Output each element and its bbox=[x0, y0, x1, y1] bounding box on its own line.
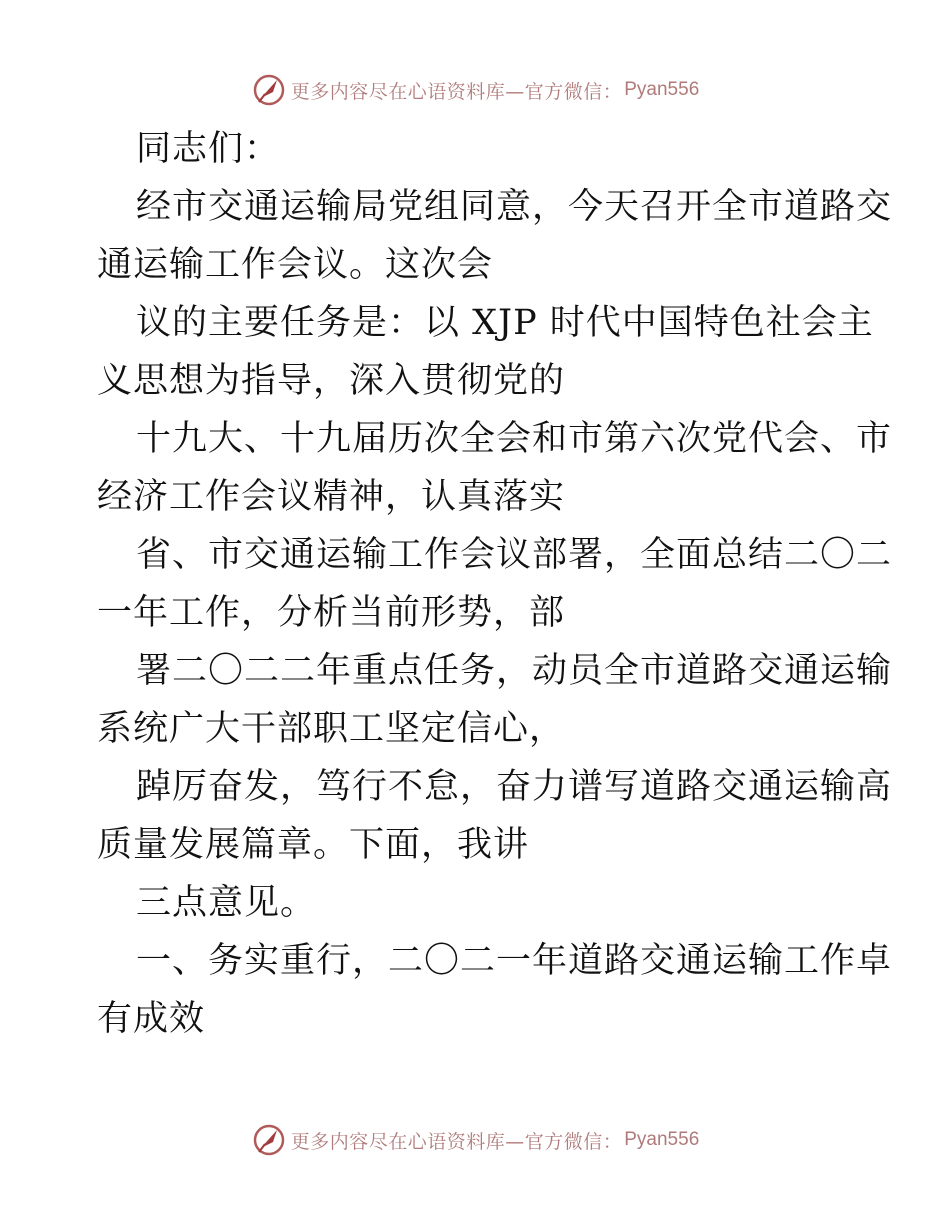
paragraph-line: 十九大、十九届历次全会和市第六次党代会、市 bbox=[136, 419, 893, 459]
header-watermark bbox=[0, 70, 950, 110]
salutation-line: 同志们： bbox=[136, 129, 281, 169]
watermark-text: 更多内容尽在心语资料库—官方微信： bbox=[290, 1130, 623, 1153]
section-heading-line: 一、务实重行，二〇二一年道路交通运输工作卓 bbox=[136, 941, 893, 981]
watermark-wechat-id: Pyan556 bbox=[624, 1129, 700, 1150]
feather-pen-logo-icon bbox=[251, 72, 287, 108]
paragraph-line: 议的主要任务是：以 XJP 时代中国特色社会主 bbox=[136, 303, 874, 343]
paragraph-line: 一年工作，分析当前形势，部 bbox=[97, 593, 566, 633]
paragraph-line: 通运输工作会议。这次会 bbox=[97, 245, 494, 285]
footer-watermark bbox=[0, 1120, 950, 1160]
paragraph-line: 三点意见。 bbox=[136, 883, 317, 923]
watermark-text: 更多内容尽在心语资料库—官方微信： bbox=[290, 80, 623, 103]
watermark-wechat-id: Pyan556 bbox=[624, 79, 700, 100]
paragraph-line: 义思想为指导，深入贯彻党的 bbox=[97, 361, 566, 401]
paragraph-line: 署二〇二二年重点任务，动员全市道路交通运输 bbox=[136, 651, 893, 691]
paragraph-line: 经济工作会议精神，认真落实 bbox=[97, 477, 566, 517]
paragraph-line: 质量发展篇章。下面，我讲 bbox=[97, 825, 530, 865]
paragraph-line: 经市交通运输局党组同意，今天召开全市道路交 bbox=[136, 187, 893, 227]
paragraph-line: 踔厉奋发，笃行不怠，奋力谱写道路交通运输高 bbox=[136, 767, 893, 807]
section-heading-line: 有成效 bbox=[97, 999, 206, 1039]
paragraph-line: 省、市交通运输工作会议部署，全面总结二〇二 bbox=[136, 535, 893, 575]
document-body bbox=[97, 120, 893, 1048]
paragraph-line: 系统广大干部职工坚定信心， bbox=[97, 709, 566, 749]
feather-pen-logo-icon bbox=[251, 1122, 287, 1158]
